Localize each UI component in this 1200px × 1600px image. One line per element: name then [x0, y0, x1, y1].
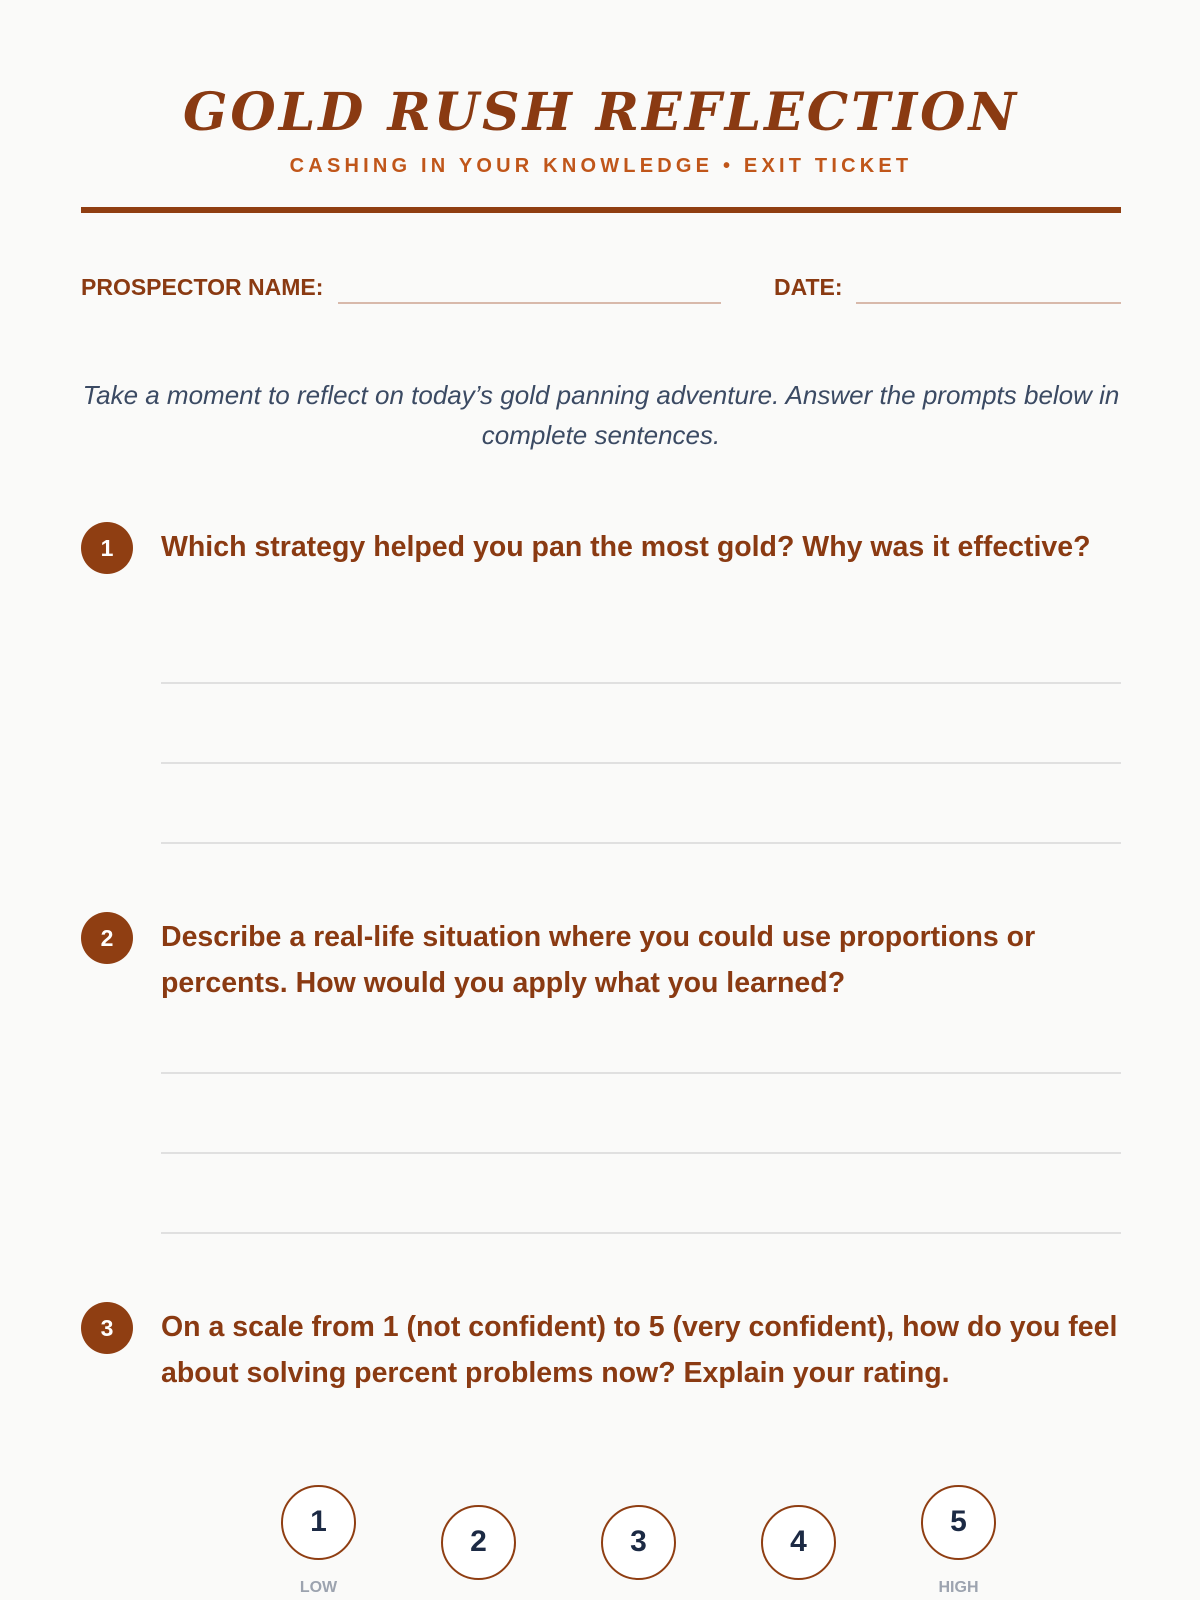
- date-field[interactable]: [856, 302, 1121, 304]
- question-1-answer-line-2[interactable]: [161, 762, 1121, 764]
- page-subtitle: CASHING IN YOUR KNOWLEDGE • EXIT TICKET: [289, 155, 913, 177]
- date-label: DATE:: [774, 274, 843, 300]
- question-2-answer-line-1[interactable]: [161, 1072, 1121, 1074]
- scale-low-label: LOW: [299, 1579, 338, 1596]
- confidence-option-4[interactable]: 4: [761, 1505, 836, 1580]
- question-1-text: Which strategy helped you pan the most gold? Why was it effective?: [161, 531, 1091, 563]
- prospector-name-label: PROSPECTOR NAME:: [81, 274, 324, 300]
- prospector-name-field[interactable]: [338, 302, 721, 304]
- question-3-text: On a scale from 1 (not confident) to 5 (very confident), how do you feel about solving percent problems now? Explain your rating.: [161, 1311, 1118, 1389]
- question-2-text: Describe a real-life situation where you could use proportions or percents. How would you apply what you learned?: [161, 921, 1036, 999]
- question-2-answer-line-3[interactable]: [161, 1232, 1121, 1234]
- confidence-option-5[interactable]: 5: [921, 1485, 996, 1560]
- exit-ticket-page: [81, 0, 1121, 1600]
- page-title: GOLD RUSH REFLECTION: [182, 82, 1019, 143]
- question-1-answer-line-3[interactable]: [161, 842, 1121, 844]
- confidence-option-3[interactable]: 3: [601, 1505, 676, 1580]
- confidence-option-2[interactable]: 2: [441, 1505, 516, 1580]
- question-2-answer-line-2[interactable]: [161, 1152, 1121, 1154]
- question-1-number-badge: 1: [81, 522, 133, 574]
- question-3-number-badge: 3: [81, 1302, 133, 1354]
- scale-high-label: HIGH: [938, 1579, 979, 1596]
- confidence-option-1[interactable]: 1: [281, 1485, 356, 1560]
- instructions-text: Take a moment to reflect on today’s gold panning adventure. Answer the prompts below in complete sentences.: [82, 380, 1120, 450]
- question-2-number-badge: 2: [81, 912, 133, 964]
- header-divider: [81, 207, 1121, 213]
- question-1-answer-line-1[interactable]: [161, 682, 1121, 684]
